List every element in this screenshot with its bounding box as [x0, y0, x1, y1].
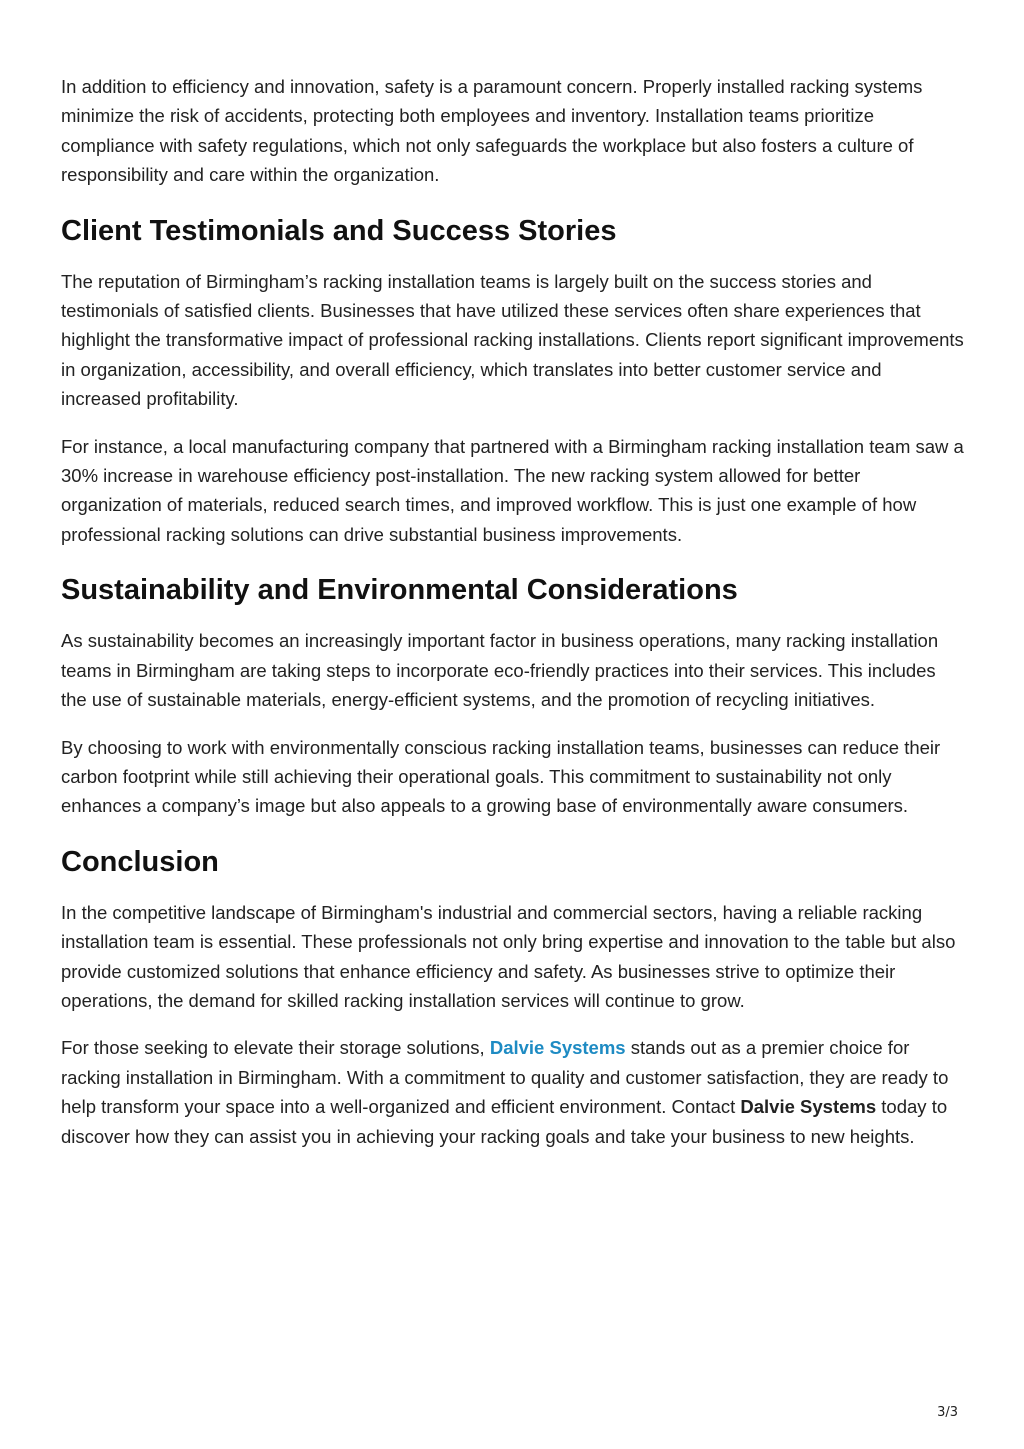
conclusion-text-part-1: For those seeking to elevate their storage solutions, — [61, 1037, 490, 1059]
testimonials-heading: Client Testimonials and Success Stories — [61, 214, 617, 247]
testimonials-paragraph-1: The reputation of Birmingham’s racking installation teams is largely built on the success stories and testimonials of satisfied clients. Businesses that have utilized these services often share experiences that highlight the transformative impact of professional racking installations. Clients report significant improvements in organization, accessibility, and overall efficiency, which translates into better customer service and increased profitability. — [61, 270, 964, 410]
sustainability-paragraph-1: As sustainability becomes an increasingly important factor in business operations, many racking installation teams in Birmingham are taking steps to incorporate eco-friendly practices into their services. This includes the use of sustainable materials, energy-efficient systems, and the promotion of recycling initiatives. — [61, 630, 939, 711]
dalvie-systems-bold-text: Dalvie Systems — [740, 1096, 877, 1118]
document-page — [61, 72, 966, 1151]
testimonials-paragraph-2: For instance, a local manufacturing company that partnered with a Birmingham racking installation team saw a 30% increase in warehouse efficiency post-installation. The new racking system allowed for better organization of materials, reduced search times, and improved workflow. This is just one example of how professional racking solutions can drive substantial business improvements. — [61, 435, 964, 545]
page-number: 3/3 — [937, 1405, 958, 1420]
conclusion-paragraph-2 — [61, 1033, 966, 1151]
intro-paragraph: In addition to efficiency and innovation, safety is a paramount concern. Properly installed racking systems minimize the risk of accidents, protecting both employees and inventory. Installation teams prioritize compliance with safety regulations, which not only safeguards the workplace but also fosters a culture of responsibility and care within the organization. — [61, 76, 923, 186]
conclusion-text-part-2: stands out as a premier choice for racking installation in Birmingham. With a commitment to quality and customer satisfaction, they are ready to help transform your space into a well-organized and efficient environment. Contact — [61, 1037, 949, 1118]
sustainability-paragraph-2: By choosing to work with environmentally conscious racking installation teams, businesses can reduce their carbon footprint while still achieving their operational goals. This commitment to sustainability not only enhances a company’s image but also appeals to a growing base of environmentally aware consumers. — [61, 736, 941, 817]
sustainability-heading: Sustainability and Environmental Considerations — [61, 574, 738, 607]
conclusion-heading: Conclusion — [61, 845, 219, 878]
dalvie-systems-link[interactable]: Dalvie Systems — [489, 1037, 626, 1059]
conclusion-paragraph-1: In the competitive landscape of Birmingham's industrial and commercial sectors, having a reliable racking installation team is essential. These professionals not only bring expertise and innovation to the table but also provide customized solutions that enhance efficiency and safety. As businesses strive to optimize their operations, the demand for skilled racking installation services will continue to grow. — [61, 901, 956, 1011]
conclusion-text-part-3: today to discover how they can assist you in achieving your racking goals and take your business to new heights. — [61, 1096, 948, 1147]
